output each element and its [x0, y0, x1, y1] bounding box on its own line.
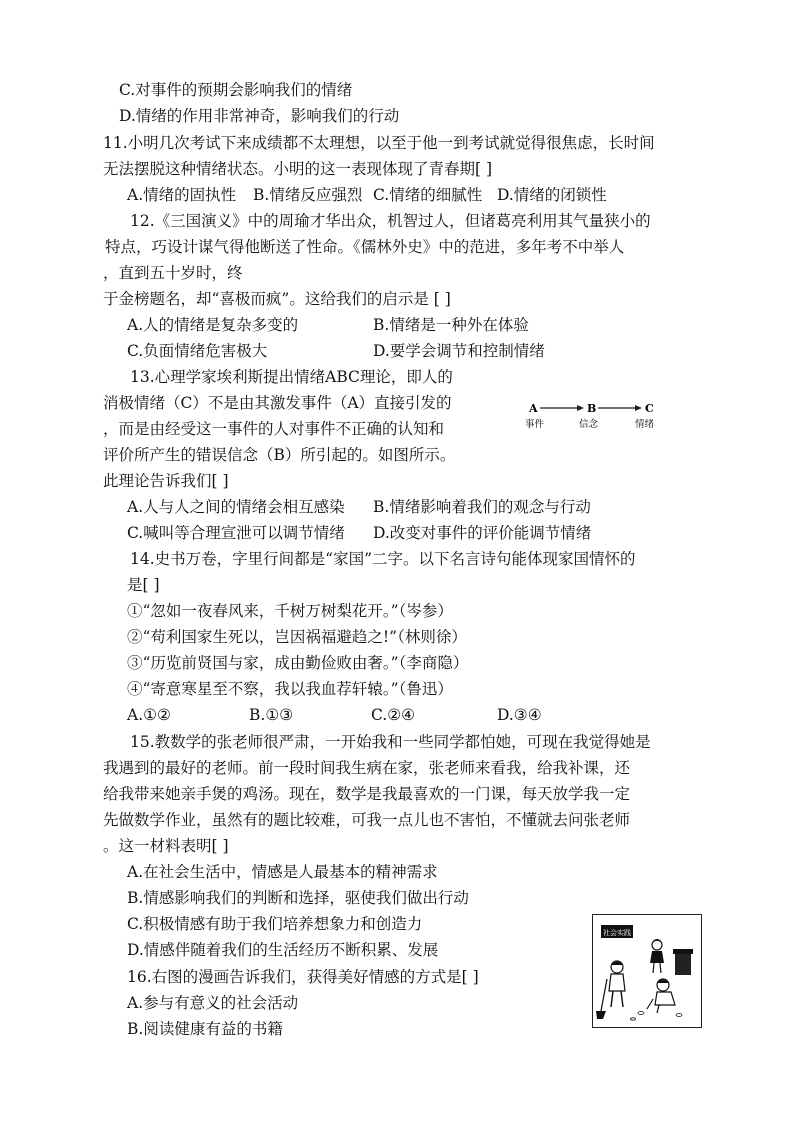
q13-stem-line3: ，而是由经受这一事件的人对事件不正确的认知和: [103, 420, 445, 438]
q16-option-b: B.阅读健康有益的书籍: [127, 1020, 283, 1038]
q12-options-row1: [127, 315, 687, 335]
q13-option-b: B.情绪影响着我们的观念与行动: [373, 498, 591, 516]
q11-stem-line2: 无法摆脱这种情绪状态。小明的这一表现体现了青春期[ ]: [103, 160, 493, 178]
q12-option-b: B.情绪是一种外在体验: [373, 316, 529, 334]
cartoon-boy-leg-left: [611, 991, 613, 1007]
cartoon-girl-head: [652, 940, 662, 950]
arrow-a-to-b-head: [577, 405, 584, 411]
cartoon-boy-leg-right: [621, 991, 623, 1007]
q12-stem-line4: 于金榜题名，却“喜极而疯”。这给我们的启示是 [ ]: [103, 290, 451, 308]
q15-option-d: D.情感伴随着我们的生活经历不断积累、发展: [127, 941, 439, 959]
cartoon-girl-body: [650, 951, 664, 963]
q11-options: [127, 185, 727, 205]
cartoon-girl-leg-right: [660, 963, 661, 973]
q13-stem-line2: 消极情绪（C）不是由其激发事件（A）直接引发的: [103, 394, 452, 412]
q15-stem-line2: 我遇到的最好的老师。前一段时间我生病在家，张老师来看我，给我补课，还: [103, 759, 631, 777]
q12-stem-line1: 12.《三国演义》中的周瑜才华出众，机智过人，但诸葛亮利用其气量狭小的: [130, 212, 651, 230]
q11-stem-line1: 11.小明几次考试下来成绩都不太理想，以至于他一到考试就觉得很焦虑，长时间: [103, 134, 655, 152]
q14-item-3: ③“历览前贤国与家，成由勤俭败由奢。”（李商隐）: [127, 654, 469, 672]
q13-stem-line1: 13.心理学家埃利斯提出情绪ABC理论，即人的: [130, 368, 453, 386]
cartoon-girl2-leg: [657, 1005, 659, 1013]
q11-option-a: A.情绪的固执性: [127, 186, 237, 204]
cartoon-girl2-arm: [647, 999, 653, 1009]
diagram-letter-b: B: [587, 402, 597, 415]
q11-option-d: D.情绪的闭锁性: [497, 186, 607, 204]
diagram-label-emotion: 情绪: [635, 419, 655, 430]
arrow-b-to-c-head: [635, 405, 642, 411]
q13-option-a: A.人与人之间的情绪会相互感染: [127, 498, 345, 516]
q15-option-b: B.情感影响我们的判断和选择，驱使我们做出行动: [127, 889, 469, 907]
q10-option-d: D.情绪的作用非常神奇，影响我们的行动: [119, 107, 400, 125]
abc-theory-diagram: [525, 398, 665, 432]
q14-option-c: C.②④: [371, 706, 416, 724]
q13-options-row1: [127, 497, 687, 517]
cartoon-broom-handle: [601, 979, 607, 1011]
q12-stem-line2: 特点，巧设计谋气得他断送了性命。《儒林外史》中的范进，多年考不中举人: [105, 238, 625, 256]
q16-stem-line1: 16.右图的漫画告诉我们，获得美好情感的方式是[ ]: [127, 968, 479, 986]
q14-stem-line2: 是[ ]: [127, 576, 160, 594]
q14-stem-line1: 14.史书万卷，字里行间都是“家国”二字。以下名言诗句能体现家国情怀的: [130, 550, 636, 568]
q14-option-d: D.③④: [497, 706, 542, 724]
q16-option-a: A.参与有意义的社会活动: [127, 994, 299, 1012]
q14-item-1: ①“忽如一夜春风来，千树万树梨花开。”（岑参）: [127, 602, 453, 620]
q13-option-d: D.改变对事件的评价能调节情绪: [373, 524, 592, 542]
q13-options-row2: [127, 523, 687, 543]
cartoon-illustration: [593, 915, 701, 1027]
q14-option-b: B.①③: [249, 706, 294, 724]
q15-stem-line5: 。这一材料表明[ ]: [103, 837, 229, 855]
q10-option-c: C.对事件的预期会影响我们的情绪: [119, 81, 353, 99]
cartoon-boy-body: [609, 974, 625, 991]
cartoon-girl-hair: [653, 939, 661, 941]
cartoon-trash-bin: [675, 953, 691, 975]
q14-options: [127, 705, 607, 725]
social-practice-cartoon: [592, 914, 702, 1028]
diagram-label-event: 事件: [525, 419, 545, 430]
cartoon-litter-3: [631, 1018, 636, 1020]
q15-option-a: A.在社会生活中，情感是人最基本的精神需求: [127, 863, 438, 881]
q15-stem-line1: 15.教数学的张老师很严肃，一开始我和一些同学都怕她，可现在我觉得她是: [130, 733, 651, 751]
q15-option-c: C.积极情感有助于我们培养想象力和创造力: [127, 915, 423, 933]
diagram-letter-c: C: [645, 402, 654, 415]
q12-option-d: D.要学会调节和控制情绪: [373, 342, 545, 360]
q12-stem-line3: ，直到五十岁时，终: [103, 264, 243, 282]
cartoon-litter-1: [638, 1012, 644, 1015]
q11-option-c: C.情绪的细腻性: [373, 186, 483, 204]
q14-item-4: ④“寄意寒星至不察，我以我血荐轩辕。”（鲁迅）: [127, 680, 453, 698]
diagram-label-belief: 信念: [579, 419, 599, 430]
q12-option-c: C.负面情绪危害极大: [127, 342, 268, 360]
q12-options-row2: [127, 341, 687, 361]
cartoon-broom-head: [596, 1011, 606, 1019]
q15-stem-line4: 先做数学作业，虽然有的题比较难，可我一点儿也不害怕，不懂就去问张老师: [103, 811, 631, 829]
cartoon-litter-2: [676, 1014, 682, 1017]
q12-option-a: A.人的情绪是复杂多变的: [127, 316, 299, 334]
q15-stem-line3: 给我带来她亲手煲的鸡汤。现在，数学是我最喜欢的一门课，每天放学我一定: [103, 785, 631, 803]
cartoon-trash-bin-lid: [673, 949, 693, 954]
q13-stem-line4: 评价所产生的错误信念（B）所引起的。如图所示。: [103, 446, 456, 464]
q14-item-2: ②“苟利国家生死以，岂因祸福避趋之!”（林则徐）: [127, 628, 467, 646]
cartoon-girl-leg-left: [653, 963, 654, 973]
q11-option-b: B.情绪反应强烈: [253, 186, 363, 204]
diagram-letter-a: A: [529, 402, 538, 415]
cartoon-girl2-body: [655, 992, 675, 1005]
q13-stem-line5: 此理论告诉我们[ ]: [103, 472, 229, 490]
q13-option-c: C.喊叫等合理宣泄可以调节情绪: [127, 524, 345, 542]
cartoon-sign-text: 社会实践: [603, 929, 631, 937]
q14-option-a: A.①②: [127, 706, 171, 724]
